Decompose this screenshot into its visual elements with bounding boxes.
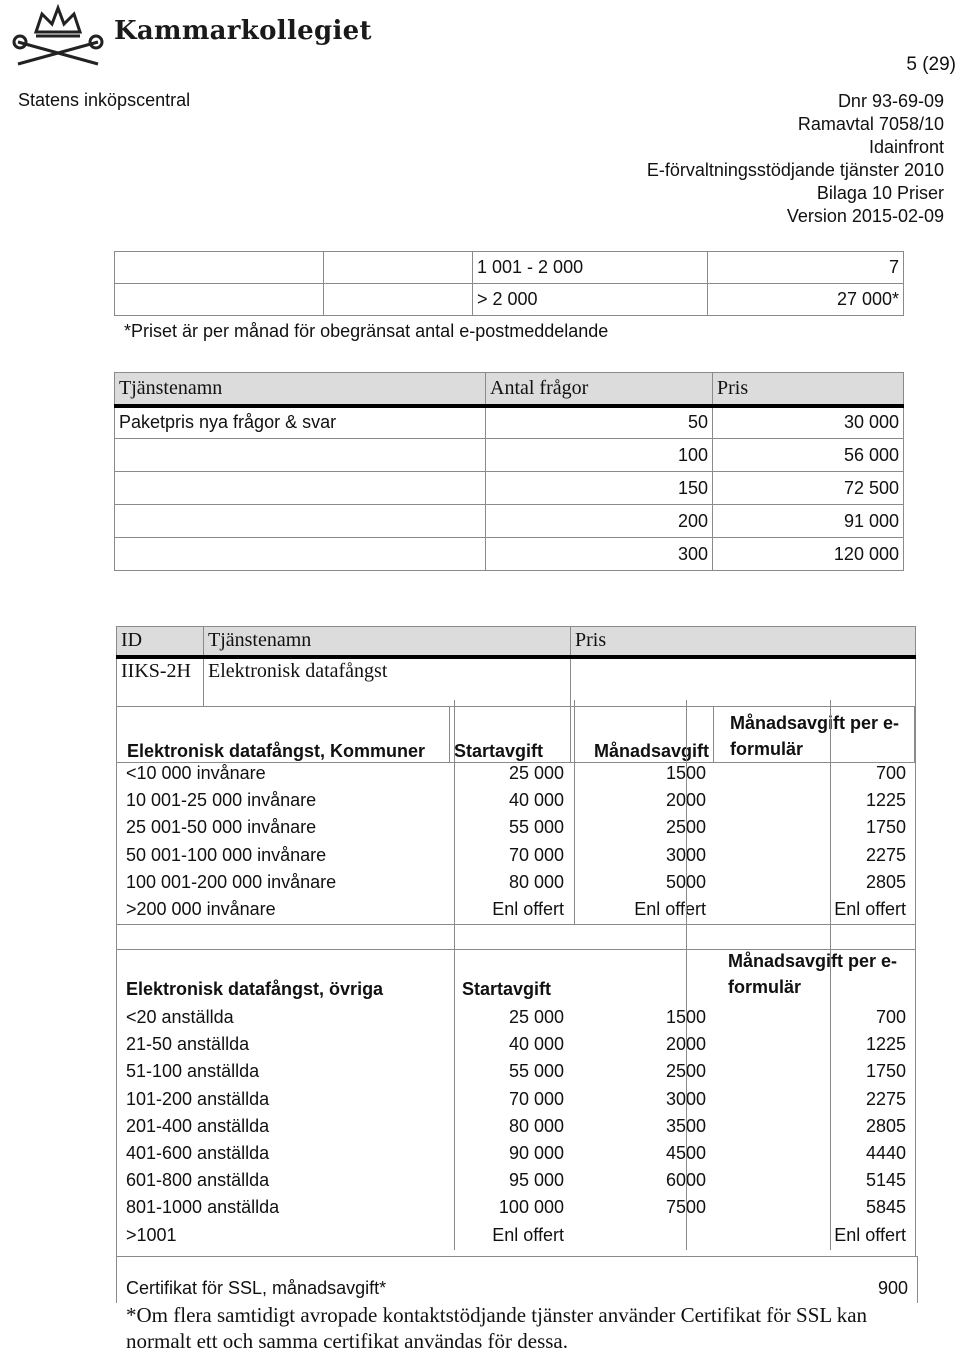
range-cell: > 2 000 — [473, 284, 708, 316]
row-label: 101-200 anställda — [126, 1088, 270, 1109]
crown-keys-logo — [8, 2, 108, 68]
start-fee: 70 000 — [508, 1088, 564, 1109]
start-fee: 80 000 — [508, 1115, 564, 1136]
start-fee: 80 000 — [508, 871, 564, 892]
start-fee: Enl offert — [492, 899, 564, 919]
form-fee: 700 — [875, 763, 906, 783]
section-title: Elektronisk datafångst, övriga — [126, 979, 384, 999]
service-name: Elektronisk datafångst — [204, 657, 571, 707]
form-fee: 700 — [875, 1007, 906, 1027]
monthly-fee: 7500 — [665, 1197, 706, 1218]
price-cell: 120 000 — [713, 538, 904, 571]
table-header — [115, 373, 904, 406]
row-label: 401-600 anställda — [126, 1143, 270, 1163]
col-header: Pris — [713, 373, 904, 406]
row-label: <10 000 invånare — [126, 763, 266, 783]
col-header: Startavgift — [462, 979, 552, 999]
table-row — [117, 657, 916, 707]
col-header: Startavgift — [450, 707, 571, 763]
brand-name: Kammarkollegiet — [114, 16, 372, 46]
price-cell: 30 000 — [713, 406, 904, 439]
col-header: Månadsavgift per e-formulär — [714, 707, 915, 763]
start-fee: 55 000 — [508, 817, 564, 838]
start-fee: 70 000 — [508, 844, 564, 865]
col-header: ID — [117, 627, 204, 657]
price-cell: 27 000* — [708, 284, 904, 316]
start-fee: 25 000 — [508, 1007, 564, 1027]
form-fee: 2805 — [865, 1115, 906, 1136]
form-fee: 2275 — [865, 1088, 906, 1109]
monthly-fee: 5000 — [665, 871, 706, 892]
row-label: 10 001-25 000 invånare — [126, 790, 317, 811]
start-fee: 100 000 — [498, 1197, 564, 1218]
page-number: 5 (29) — [906, 54, 956, 75]
row-label: 21-50 anställda — [126, 1034, 250, 1055]
header-dnr: Dnr 93-69-09 — [837, 91, 944, 111]
row-label: 50 001-100 000 invånare — [126, 844, 327, 865]
table-row — [115, 406, 904, 439]
col-header: Tjänstenamn — [115, 373, 486, 406]
email-footnote: *Priset är per månad för obegränsat antal e-postmeddelande — [124, 321, 609, 341]
header-contract: E-förvaltningsstödjande tjänster 2010 — [646, 160, 944, 180]
grid-line — [116, 700, 916, 1256]
monthly-fee: 6000 — [665, 1170, 706, 1191]
form-fee: 1225 — [865, 1034, 906, 1055]
ssl-label: Certifikat för SSL, månadsavgift* — [126, 1278, 387, 1298]
form-fee: 2805 — [865, 871, 906, 892]
table-row — [115, 472, 904, 505]
start-fee: 40 000 — [508, 790, 564, 811]
col-header: Månadsavgift per e-formulär — [728, 951, 898, 997]
form-fee: 2275 — [865, 844, 906, 865]
service-id: IIKS-2H — [117, 657, 204, 707]
row-label: >200 000 invånare — [126, 899, 276, 919]
monthly-fee: 1500 — [665, 763, 706, 783]
row-label: 801-1000 anställda — [126, 1197, 280, 1218]
col-header: Tjänstenamn — [204, 627, 571, 657]
table-row — [115, 439, 904, 472]
monthly-fee: Enl offert — [634, 899, 706, 919]
monthly-fee: 2500 — [665, 817, 706, 838]
section-title: Elektronisk datafångst, Kommuner — [117, 707, 450, 763]
table-row — [115, 538, 904, 571]
row-label: 601-800 anställda — [126, 1170, 270, 1191]
questions-cell: 200 — [486, 505, 713, 538]
monthly-fee: 3000 — [665, 844, 706, 865]
table-row — [115, 252, 904, 284]
monthly-fee: 1500 — [665, 1007, 706, 1027]
header-version: Version 2015-02-09 — [786, 206, 944, 226]
form-fee: 1750 — [865, 1061, 906, 1082]
faq-price-table — [114, 372, 904, 571]
form-fee: 5145 — [865, 1170, 906, 1191]
start-fee: 40 000 — [508, 1034, 564, 1055]
form-fee: 1225 — [865, 790, 906, 811]
col-header: Pris — [571, 627, 916, 657]
row-label: 25 001-50 000 invånare — [126, 817, 317, 838]
start-fee: 55 000 — [508, 1061, 564, 1082]
questions-cell: 50 — [486, 406, 713, 439]
col-header: Månadsavgift — [571, 707, 714, 763]
table-row — [115, 505, 904, 538]
monthly-fee: 2000 — [665, 1034, 706, 1055]
range-cell: 1 001 - 2 000 — [473, 252, 708, 284]
row-label: 51-100 anställda — [126, 1061, 260, 1082]
start-fee: 95 000 — [508, 1170, 564, 1191]
price-cell: 72 500 — [713, 472, 904, 505]
form-fee: 5845 — [865, 1197, 906, 1218]
header-ramavtal: Ramavtal 7058/10 — [797, 114, 944, 134]
organization: Statens inköpscentral — [18, 90, 191, 110]
form-fee: 1750 — [865, 817, 906, 838]
price-cell: 7 — [708, 252, 904, 284]
form-fee: Enl offert — [834, 899, 906, 919]
monthly-fee: 4500 — [665, 1143, 706, 1163]
questions-cell: 150 — [486, 472, 713, 505]
questions-cell: 300 — [486, 538, 713, 571]
start-fee: 25 000 — [508, 763, 564, 783]
header-supplier: Idainfront — [868, 137, 944, 157]
price-cell: 56 000 — [713, 439, 904, 472]
row-label: >1001 — [126, 1224, 177, 1245]
table-header — [117, 627, 916, 657]
row-label: 201-400 anställda — [126, 1115, 270, 1136]
monthly-fee: 2500 — [665, 1061, 706, 1082]
monthly-fee: 3000 — [665, 1088, 706, 1109]
questions-cell: 100 — [486, 439, 713, 472]
start-fee: 90 000 — [508, 1143, 564, 1163]
service-name: Paketpris nya frågor & svar — [115, 406, 486, 439]
start-fee: Enl offert — [492, 1224, 564, 1245]
row-label: 100 001-200 000 invånare — [126, 871, 337, 892]
monthly-fee: 2000 — [665, 790, 706, 811]
price-cell: 91 000 — [713, 505, 904, 538]
ssl-footnote: *Om flera samtidigt avropade kontaktstödjande tjänster använder Certifikat för SSL kan normalt ett och samma certifikat användas för dessa. — [126, 1303, 868, 1353]
monthly-fee: 3500 — [665, 1115, 706, 1136]
header-appendix: Bilaga 10 Priser — [816, 183, 944, 203]
col-header: Antal frågor — [486, 373, 713, 406]
form-fee: 4440 — [865, 1143, 906, 1163]
table-row — [115, 284, 904, 316]
email-price-table — [114, 251, 904, 316]
ssl-box — [116, 1256, 918, 1303]
row-label: <20 anställda — [126, 1007, 234, 1027]
ssl-price: 900 — [877, 1278, 908, 1298]
form-fee: Enl offert — [834, 1224, 906, 1245]
